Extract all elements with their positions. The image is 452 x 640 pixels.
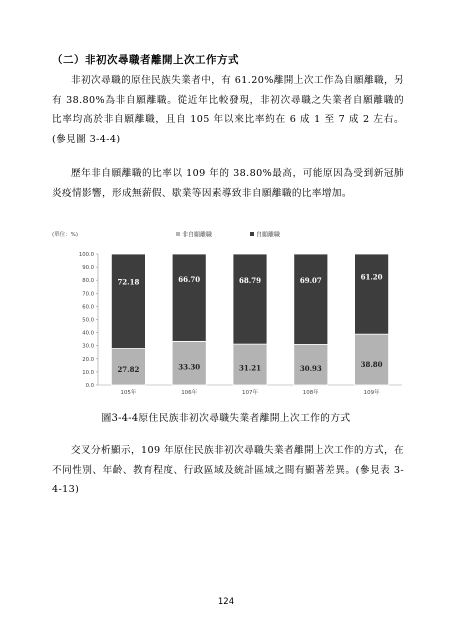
data-label: 72.18 [117,277,140,287]
x-tick-label: 109年 [363,390,380,396]
y-tick-label: 10.0 [82,369,94,376]
data-label: 61.20 [360,272,383,282]
y-tick-label: 20.0 [82,356,94,363]
y-tick-label: 80.0 [82,278,94,285]
y-tick-label: 0.0 [85,383,94,389]
data-label: 68.79 [239,275,261,285]
bar-voluntary [111,254,145,349]
paragraph-1: 非初次尋職的原住民族失業者中，有 61.20%離開上次工作為自願離職，另有 38.80%為非自願離職。從近年比較發現，非初次尋職之失業者自願離職的比率均高於非自願離職，且自 105 年以來比率約在 6 成 1 至 7 成 2 左右。(參見圖 3-4-4) [52,75,404,145]
y-tick-label: 100.0 [78,252,94,258]
data-label: 30.93 [299,363,322,373]
page-number: 124 [217,597,235,607]
section-heading: （二）非初次尋職者離開上次工作方式 [52,54,239,66]
bar-voluntary [233,254,267,344]
x-tick-label: 106年 [181,390,198,396]
x-tick-label: 105年 [120,390,137,396]
unit-label: (單位：%) [52,232,79,238]
data-label: 27.82 [117,365,140,375]
data-label: 33.30 [178,362,201,372]
y-tick-label: 30.0 [82,343,94,350]
paragraph-3: 交叉分析顯示，109 年原住民族非初次尋職失業者離開上次工作的方式，在不同性別、年齡、教育程度、行政區域及統計區域之間有顯著差異。(參見表 3-4-13) [52,445,404,495]
bar-voluntary [172,254,206,341]
data-label: 38.80 [360,360,383,370]
legend-swatch-2 [250,232,254,236]
figure-caption: 圖3-4-4原住民族非初次尋職失業者離開上次工作的方式 [101,413,351,424]
stacked-bar-chart [52,222,404,398]
legend-label-1: 非自願離職 [182,231,213,239]
y-tick-label: 60.0 [82,304,94,311]
data-label: 66.70 [178,274,201,284]
x-tick-label: 107年 [242,390,258,396]
y-tick-label: 90.0 [82,265,94,272]
y-tick-label: 70.0 [82,291,94,298]
legend-label-2: 自願離職 [256,231,281,239]
y-tick-label: 40.0 [82,330,94,337]
y-tick-label: 50.0 [82,317,94,324]
bar-voluntary [294,254,328,344]
legend-swatch-1 [176,232,180,236]
paragraph-2: 歷年非自願離職的比率以 109 年的 38.80%最高，可能原因為受到新冠肺炎疫情影響，形成無薪假、歇業等因素導致非自願離職的比率增加。 [52,168,404,199]
x-tick-label: 108年 [302,390,319,396]
data-label: 31.21 [239,363,261,373]
bar-voluntary [355,254,389,334]
data-label: 69.07 [299,275,322,285]
